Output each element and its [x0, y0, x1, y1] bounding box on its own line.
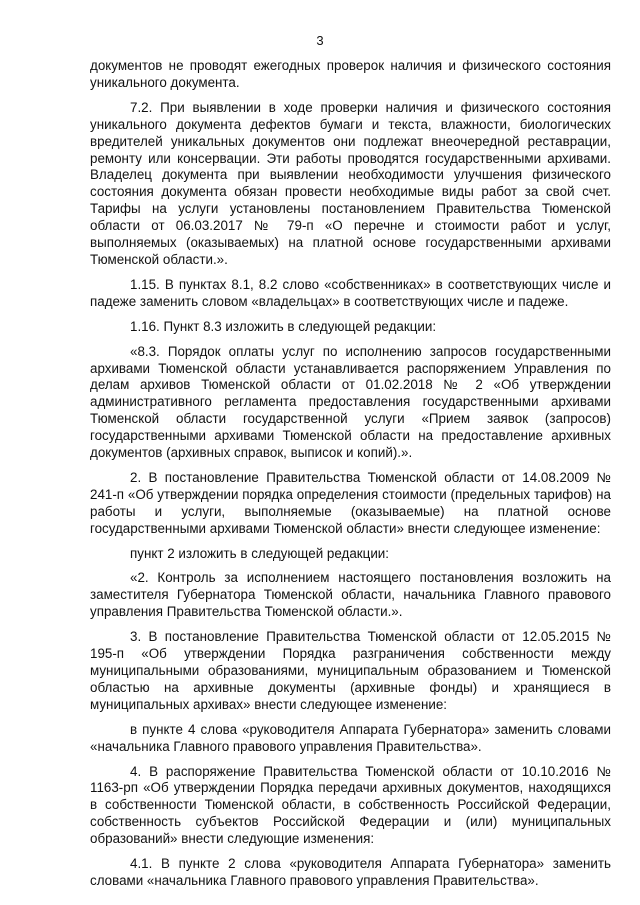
paragraph-7-2: 7.2. При выявлении в ходе проверки наличия и физического состояния уникального документа дефектов бумаги и текста, влажности, биологических вредителей уникальных документов они подлежат внеочередной реставрации, ремонту или консервации. Эти работы проводятся государственными архивами. Владелец документа при выявлении необходимости улучшения физического состояния документа обязан провести необходимые виды работ за свой счет. Тарифы на услуги установлены постановлением Правительства Тюменской области от 06.03.2017 № 79-п «О перечне и стоимости работ и услуг, выполняемых (оказываемых) на платной основе государственными архивами Тюменской области.». [90, 99, 611, 267]
paragraph-4: 4. В распоряжение Правительства Тюменской области от 10.10.2016 № 1163-рп «Об утверждении Порядка передачи архивных документов, находящихся в собственности Тюменской области, в собственность Российской Федерации, собственность субъектов Российской Федерации и (или) муниципальных образований» внести следующие изменения: [90, 763, 611, 847]
paragraph-3: 3. В постановление Правительства Тюменской области от 12.05.2015 № 195-п «Об утверждении Порядка разграничения собственности между муниципальными образованиями, муниципальным образованием и Тюменской областью на архивные документы (архивные фонды) и хранящиеся в муниципальных архивах» внести следующее изменение: [90, 629, 611, 712]
paragraph-4-1: 4.1. В пункте 2 слова «руководителя Аппарата Губернатора» заменить словами «начальника Главного правового управления Правительства». [90, 856, 611, 888]
paragraph-1-15: 1.15. В пунктах 8.1, 8.2 слово «собственниках» в соответствующих числе и падеже заменить словом «владельцах» в соответствующих числе и падеже. [90, 276, 611, 309]
paragraph-2: 2. В постановление Правительства Тюменской области от 14.08.2009 № 241-п «Об утверждении порядка определения стоимости (предельных тарифов) на работы и услуги, выполняемые (оказываемые) на платной основе государственными архивами Тюменской области» внести следующее изменение: [90, 469, 611, 536]
paragraph-3-instruction: в пункте 4 слова «руководителя Аппарата Губернатора» заменить словами «начальника Главного правового управления Правительства». [90, 721, 611, 754]
paragraph-2-instruction: пункт 2 изложить в следующей редакции: [130, 545, 389, 561]
paragraph-8-3-quote: «8.3. Порядок оплаты услуг по исполнению запросов государственными архивами Тюменской области устанавливается распоряжением Управления по делам архивов Тюменской области от 01.02.2018 № 2 «Об утверждении административного регламента предоставления государственными архивами Тюменской области государственной услуги «Прием заявок (запросов) государственными архивами Тюменской области на предоставление архивных документов (архивных справок, выписок и копий).». [90, 343, 611, 461]
document-body [90, 58, 611, 898]
paragraph-continuation: документов не проводят ежегодных проверок наличия и физического состояния уникального документа. [90, 58, 611, 90]
paragraph-1-16: 1.16. Пункт 8.3 изложить в следующей редакции: [130, 318, 437, 334]
paragraph-2-quote: «2. Контроль за исполнением настоящего постановления возложить на заместителя Губернатора Тюменской области, начальника Главного правового управления Правительства Тюменской области.». [90, 570, 611, 620]
page-number: 3 [316, 33, 324, 48]
